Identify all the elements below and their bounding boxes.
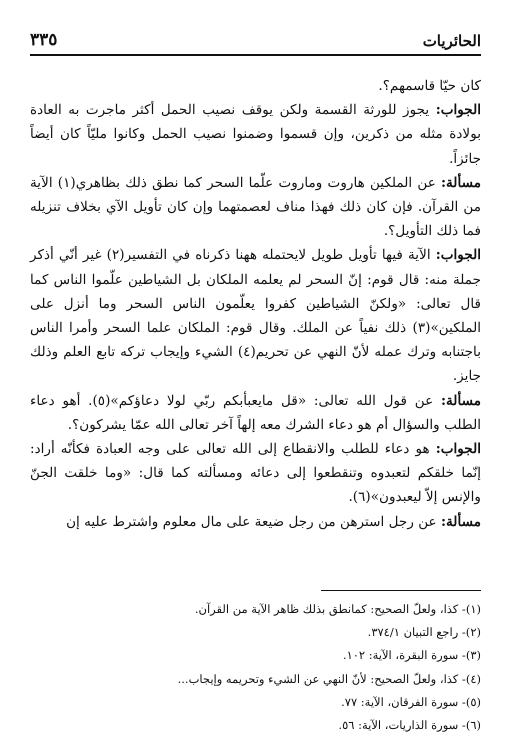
paragraph-label: مسألة: (441, 392, 481, 409)
paragraph-label: الجواب: (435, 247, 482, 264)
paragraph-text: الآية فيها تأويل طويل لايحتمله ههنا ذكرناه في التفسير(٢) غير أنّي أذكر جملة منه: قال قوم: إنّ السحر لم يعلمه الملكان بل الشياطين علّموا الناس كما قال تعالى: «ولكنّ الشياطين كفروا يعلّمون الناس السحر وما أنزل على الملكين»(٣) ذلك نفياً عن الملك. وقال قوم: الملكان علما السحر وأمرا الناس باجتنابه وترك عمله لأنّ النهي عن تحريم(٤) الشيء وإيجاب تركه تابع العلم وذلك جايز. (30, 247, 481, 385)
paragraph (30, 74, 481, 98)
paragraph-label: مسألة: (441, 174, 481, 191)
page-number: ٣٣٥ (30, 30, 58, 50)
paragraph (30, 98, 481, 171)
paragraph-text: كان حيّا قاسمهم؟. (378, 78, 481, 94)
running-header (30, 30, 481, 56)
paragraph-label: الجواب: (435, 441, 481, 458)
paragraph (30, 171, 481, 244)
running-title: الحائريات (422, 32, 481, 50)
paragraph (30, 389, 481, 437)
footnote-item: (٥)- سورة الفرقان، الآية: ٧٧. (341, 694, 481, 709)
body-text (30, 74, 481, 534)
paragraph (30, 437, 481, 510)
footnotes (30, 598, 481, 737)
paragraph-text: عن الملكين هاروت وماروت علّما السحر كما نطق ذلك بظاهري(١) الآية من القرآن. فإن كان ذلك فهذا مناف لعصمتهما وإن كان تأويل الآي بخلاف تنزيله فما ذلك التأويل؟. (30, 174, 481, 240)
paragraph-label: الجواب: (435, 102, 481, 119)
paragraph-text: هو دعاء للطلب والانقطاع إلى الله تعالى على وجه العبادة فكأنّه أراد: إنّما خلقكم لتعبدوه وتنقطعوا إلى دعائه ومسألته كما قال: «وما خلقت الجنّ والإنس إلاّ ليعبدون»(٦). (30, 441, 481, 506)
paragraph (30, 243, 481, 388)
paragraph (30, 510, 481, 534)
footnote-item: (٣)- سورة البقرة، الآية: ١٠٢. (342, 648, 481, 663)
footnote-item: (١)- كذا، ولعلّ الصحيح: كمانطق بذلك ظاهر الآية من القرآن. (194, 602, 481, 616)
footnote-divider (321, 590, 481, 591)
paragraph-label: مسألة: (441, 513, 481, 530)
paragraph-text: عن رجل استرهن من رجل ضيعة على مال معلوم واشترط عليه إن (66, 513, 441, 530)
footnote-item: (٤)- كذا، ولعلّ الصحيح: لأنّ النهي عن الشيء وتحريمه وإيجاب... (177, 671, 481, 686)
paragraph-text: يجوز للورثة القسمة ولكن يوقف نصيب الحمل أكثر ماجرت به العادة بولادة مثله من ذكرين، وإن قسموا وضمنوا نصيب الحمل وكانوا مليّاً كان أيضاً جائزاً. (30, 102, 481, 167)
footnote-item: (٢)- راجع التبيان ٣٧٤/١. (367, 625, 481, 640)
paragraph-text: عن قول الله تعالى: «قل مايعبأبكم ربّي لولا دعاؤكم»(٥). أهو دعاء الطلب والسؤال أم هو دعاء الشرك معه إلهاً آخر تعالى الله عمّا يشركون؟. (30, 392, 481, 433)
footnote-item: (٦)- سورة الذاريات، الآية: ٥٦. (338, 718, 481, 733)
